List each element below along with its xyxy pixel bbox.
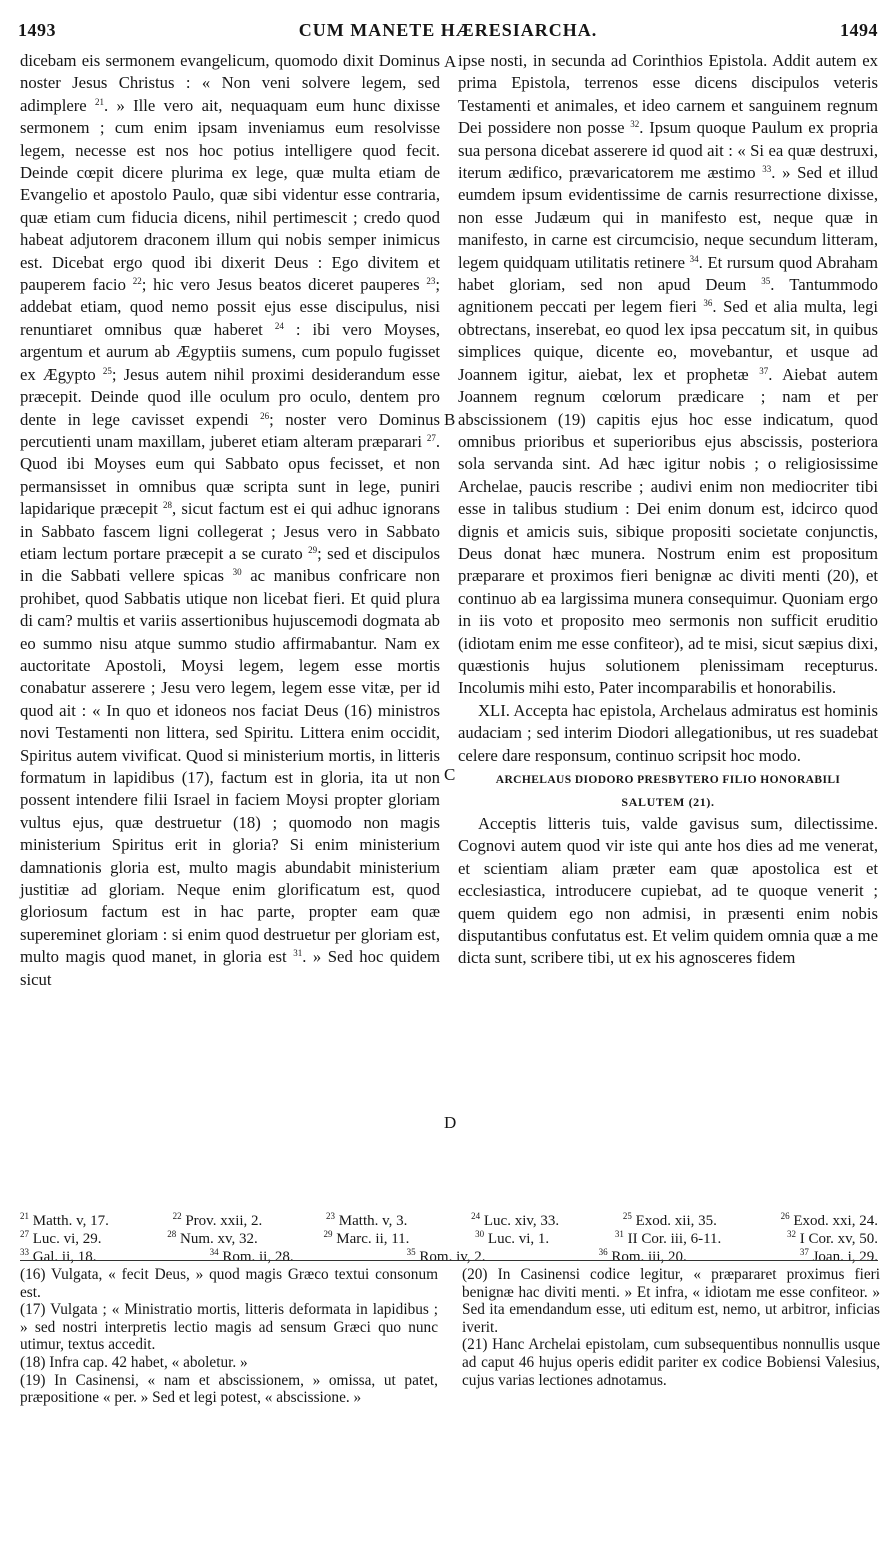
paragraph (458, 700, 878, 767)
reference-citation: Luc. vi, 29. (29, 1231, 102, 1247)
footnote-marker: 35 (761, 276, 771, 287)
footnote-marker: 33 (762, 164, 772, 175)
footnote: (19) In Casinensi, « nam et abscissionem, » omissa, ut patet, præpositione « per. » Sed et legi potest, « abscissione. » (20, 1371, 438, 1407)
reference-citation: Matth. v, 17. (29, 1213, 109, 1229)
footnote-marker: 26 (260, 410, 270, 421)
reference-number: 36 (598, 1247, 608, 1257)
reference-number: 25 (622, 1211, 632, 1221)
text-run: ipse nosti, in secunda ad Corinthios Epistola. Addit autem ex prima Epistola, terrenos esse dicens discipulos veteris Testamenti et animales, et ideo carnem et sanguinem regnum Dei possidere non posse (458, 51, 878, 138)
text-run: ; noster vero Dominus percutienti unam maxillam, juberet etiam alteram præparari (20, 409, 440, 451)
footnote-marker: 25 (102, 365, 112, 376)
reference-citation: Luc. vi, 1. (484, 1231, 550, 1247)
scripture-reference (800, 1248, 878, 1266)
reference-citation: Rom. iv, 2. (415, 1249, 486, 1265)
reference-number: 31 (614, 1229, 624, 1239)
reference-number: 30 (475, 1229, 485, 1239)
scripture-reference (326, 1212, 407, 1230)
reference-citation: Num. xv, 32. (176, 1231, 258, 1247)
footnote-marker: 23 (426, 276, 436, 287)
text-run: ; hic vero Jesus beatos diceret pauperes (141, 275, 427, 295)
text-run: . » Ille vero ait, nequaquam eum hunc dixisse sermonem ; cum enim ipsam inveniamus eum resolvisse legem, necesse est nos hoc potius intelligere quod fecit. Deinde cœpit dicere plurima ex lege, quæ multa etiam de Evangelio et apostolo Paulo, quæ sibi videntur esse contraria, quæ etiam cum fiducia dicens, nihil pertimescit ; credo quod habeat adjutorem draconem illum qui nobis semper inimicus est. Dicebat ergo quod ibi dixerit Deus : Ego divitem et pauperem facio (20, 95, 441, 295)
right-text-column (458, 50, 878, 970)
text-run: ; Jesus autem nihil proximi desiderandum esse præcepit. Deinde quod ille oculum pro oculo, dentem pro dente in lege cavisset expendi (20, 364, 440, 429)
reference-number: 26 (780, 1211, 790, 1221)
footnote: (17) Vulgata ; « Ministratio mortis, litteris deformata in lapidibus ; » sed nostri interpretis lectio magis ad sensum Græci quo nunc utimur, textus accedit. (20, 1301, 438, 1354)
footnote-marker: 24 (274, 320, 284, 331)
scripture-reference (167, 1230, 258, 1248)
reference-number: 21 (20, 1211, 29, 1221)
footnote: (16) Vulgata, « fecit Deus, » quod magis Græco textui consonum est. (20, 1266, 438, 1301)
reference-number: 33 (20, 1247, 29, 1257)
reference-number: 22 (172, 1211, 182, 1221)
letter-heading-salutation: SALUTEM (21). (621, 795, 715, 809)
text-run: . Aiebat autem Joannem regnum cœlorum prædicare ; nam et per abscissionem (19) capitis ejus hoc esse indicatum, quod omnibus prioribus et superioribus ejus abscissis, posteriora sola servanda sint. Ad hæc igitur nobis ; o religiosissime Archelae, paucis rescribe ; audivi enim non mediocriter tibi esse in talibus studium : Dei enim donum est, idcirco quod dignis et amicis suis, sibique propositi societate conjunctis, Deus donat hæc munera. Nostrum enim est propositum præparare et proximos fieri benignæ ac diviti menti (20), et continuo ab ea largissima munera consequimur. Quoniam ergo in iis voto et proposito meo sermonis non sufficit eruditio (idiotam enim me esse confiteor), ad te misi, sicut sæpius dixi, quæstionis hujus solutionem plenissimam recepturus. Incolumis mihi esto, Pater incomparabilis et honorabilis. (458, 364, 878, 698)
reference-number: 23 (326, 1211, 336, 1221)
footnotes-left (20, 1266, 438, 1407)
scripture-reference (20, 1212, 109, 1230)
scripture-reference (471, 1212, 559, 1230)
text-run: ; sed et discipulos in die Sabbati vellere spicas (20, 543, 440, 586)
footnote-marker: 34 (689, 253, 699, 264)
footnote-marker: 22 (132, 276, 142, 287)
scripture-reference (20, 1230, 102, 1248)
footnote: (21) Hanc Archelai epistolam, cum subsequentibus nonnullis usque ad caput 46 hujus operis edidit pariter ex codice Bobiensi Valesius, cujus varias lectiones adnotamus. (462, 1336, 880, 1389)
scripture-reference (615, 1230, 721, 1248)
scripture-reference (781, 1212, 878, 1230)
scripture-reference (787, 1230, 878, 1248)
footnote-divider (20, 1260, 878, 1261)
margin-letter-c: C (444, 765, 456, 784)
scripture-references (20, 1212, 878, 1266)
footnote: (18) Infra cap. 42 habet, « aboletur. » (20, 1353, 248, 1371)
reference-number: 34 (209, 1247, 219, 1257)
text-run: . Ipsum quoque Paulum ex propria sua persona dicebat asserere id quod ait : « Si ea quæ destruxi, iterum ædifico, prævaricatorem me æstimo (458, 118, 878, 183)
footnote-marker: 28 (163, 500, 173, 511)
footnote-marker: 37 (759, 365, 769, 376)
left-text-column (20, 50, 440, 991)
reference-citation: Rom. iii, 20. (607, 1249, 687, 1265)
reference-number: 24 (471, 1211, 481, 1221)
footnote-marker: 29 (308, 544, 318, 555)
reference-citation: Joan. i, 29. (808, 1249, 878, 1265)
footnote-marker: 31 (293, 948, 303, 959)
reference-citation: Exod. xii, 35. (631, 1213, 717, 1229)
running-header (18, 16, 878, 46)
reference-citation: II Cor. iii, 6-11. (623, 1231, 722, 1247)
text-run: XLI. Accepta hac epistola, Archelaus admiratus est hominis audaciam ; sed interim Diodori allegationibus, ut res suadebat celere dare responsum, continuo scripsit hoc modo. (458, 700, 878, 765)
text-run: . Quod ibi Moyses eum qui Sabbato opus fecisset, et non permansisset in omnibus quæ scripta sunt in lege, puniri lapidarique præcepit (20, 431, 440, 519)
paragraph (458, 813, 878, 970)
footnote-marker: 21 (95, 96, 105, 107)
reference-citation: Exod. xxi, 24. (789, 1213, 878, 1229)
text-run: Acceptis litteris tuis, valde gavisus sum, dilectissime. Cognovi autem quod vir iste qui ante hos dies ad me venerat, et scientiam aliam præter eam quæ apostolica est et ecclesiastica, introducere cupiebat, ad te quoque venerit ; quem quidem ego non admisi, in præsenti enim nobis disputantibus confutatus est. Et velim quidem omnia quæ a me dicta sunt, scribere tibi, ut ex his agnosceres fidem (458, 814, 878, 968)
page-number-left: 1493 (18, 20, 56, 40)
reference-number: 35 (406, 1247, 416, 1257)
footnote-marker: 32 (630, 119, 640, 130)
reference-number: 29 (323, 1229, 333, 1239)
running-title: CUM MANETE HÆRESIARCHA. (298, 20, 598, 40)
footnote-marker: 27 (426, 432, 436, 443)
reference-citation: Gal. ii, 18. (29, 1249, 97, 1265)
paragraph (20, 50, 440, 991)
scripture-reference (599, 1248, 687, 1266)
margin-letter-b: B (444, 410, 456, 429)
text-run: ; addebat etiam, quod nemo possit ejus esse discipulus, nisi renuntiaret omnibus quæ haberet (20, 275, 440, 339)
text-run: . Sed et alia multa, legi obtrectans, inserebat, eo quod lex ipsa peccatum sit, in quibus simplices quique, dicente eo, movebantur, et usque ad Joannem igitur, aiebat, lex et prophetæ (458, 297, 878, 384)
text-run: . » Sed et illud eumdem ipsum evidentissime de carnis resurrectione dixisse, non esse Judæum qui in manifesto est, neque quæ in manifesto, in carne est circumcisio, neque secundum litteram, legem quidquam utilitatis retinere (458, 163, 879, 272)
scripture-reference (324, 1230, 410, 1248)
reference-citation: Rom. ii, 28. (218, 1249, 294, 1265)
margin-letter-a: A (444, 52, 457, 71)
reference-row (20, 1230, 878, 1248)
text-run: ac manibus confricare non prohibet, quod Sabbatis utique non licebat fieri. Et quid plura di cam? multis et variis assertionibus hujuscemodi dogmata ab eo summo nisu atque summo studio affirmabantur. Nam ex auctoritate Apostoli, Moysi legem, legem esse mortis conabatur asserere ; Jesu vero legem, legem esse vitæ, per id quod ait : « In quo et idoneos nos faciat Deus (16) ministros novi Testamenti non littera, sed Spiritu. Littera enim occidit, Spiritus autem vivificat. Quod si ministerium mortis, in litteris formatum in lapidibus (17), factum est in gloria, ita ut non possent intendere filii Israel in faciem Moysi propter gloriam vultus ejus, quæ destruetur (18) ; quomodo non magis ministerium Spiritus erit in gloria? Si enim ministerium damnationis gloria est, multo magis abundabit ministerium justitiæ ad gloriam. Neque enim glorificatum est, quod gloriosum factum est in hac parte, propter eam quæ supereminet gloriam : si enim quod destruetur per gloriam est, multo magis quod manet, in gloria est (20, 566, 440, 967)
scripture-reference (623, 1212, 717, 1230)
reference-number: 27 (20, 1229, 29, 1239)
footnote-marker: 30 (232, 567, 242, 578)
text-run: . Et rursum quod Abraham habet gloriam, sed non apud Deum (458, 252, 878, 295)
scripture-reference (173, 1212, 263, 1230)
text-run: . Tantummodo agnitionem peccati per legem fieri (458, 275, 878, 317)
letter-heading: ARCHELAUS DIODORO PRESBYTERO FILIO HONORABILI (495, 774, 841, 786)
reference-row (20, 1212, 878, 1230)
scripture-reference (475, 1230, 549, 1248)
reference-row (20, 1248, 878, 1266)
reference-citation: Luc. xiv, 33. (480, 1213, 560, 1229)
text-run: dicebam eis sermonem evangelicum, quomodo dixit Dominus noster Jesus Christus : « Non veni solvere legem, sed adimplere (20, 51, 440, 115)
text-run: : ibi vero Moyses, argentum et aurum ab Ægyptiis sumens, cum populo fugisset ex Ægypto (20, 319, 440, 384)
text-run: . » Sed hoc quidem sicut (20, 947, 440, 989)
reference-citation: I Cor. xv, 50. (796, 1231, 878, 1247)
reference-number: 32 (787, 1229, 796, 1239)
text-run: , sicut factum est ei qui adhuc ignorans in Sabbato fascem ligni collegerat ; Jesus vero in Sabbato etiam lectum portare præcepit a se curato (20, 499, 440, 563)
reference-citation: Prov. xxii, 2. (181, 1213, 263, 1229)
page-number-right: 1494 (840, 20, 878, 40)
footnote-marker: 36 (703, 298, 713, 309)
reference-number: 28 (167, 1229, 177, 1239)
scripture-reference (20, 1248, 97, 1266)
scripture-reference (407, 1248, 486, 1266)
margin-letter-d: D (444, 1113, 457, 1132)
footnotes-right (462, 1266, 880, 1389)
reference-number: 37 (799, 1247, 809, 1257)
reference-citation: Marc. ii, 11. (332, 1231, 410, 1247)
reference-citation: Matth. v, 3. (335, 1213, 408, 1229)
paragraph (458, 50, 878, 700)
footnote: (20) In Casinensi codice legitur, « præpararet proximus fieri benignæ hac diviti menti. » Et infra, « idiotam me esse confiteor. » Sed ita emendandum esse, uti editum est, nemo, ut arbitror, inficias iverit. (462, 1266, 880, 1336)
scripture-reference (210, 1248, 294, 1266)
